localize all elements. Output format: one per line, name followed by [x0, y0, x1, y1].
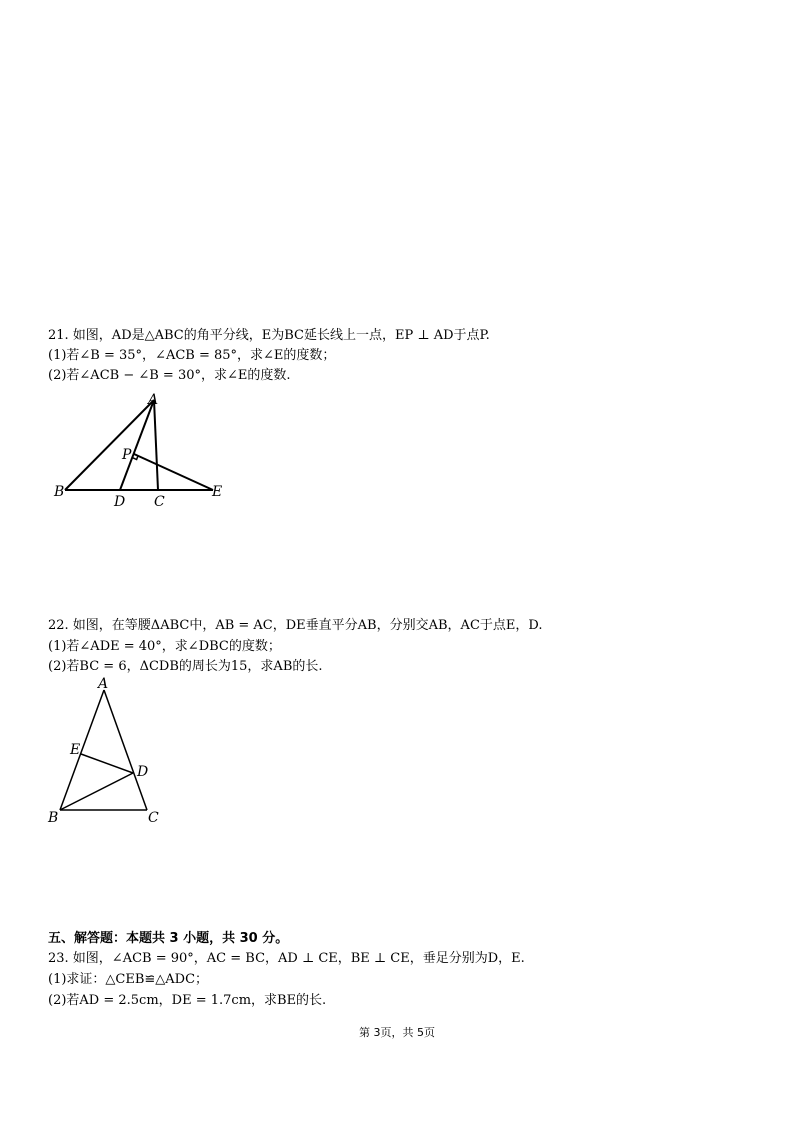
q22-part2: (2)若BC = 6，ΔCDB的周长为15，求AB的长.: [48, 659, 323, 674]
q21-label-p: P: [122, 447, 132, 463]
q22-part1: (1)若∠ADE = 40°，求∠DBC的度数；: [48, 639, 281, 654]
q23-part1: (1)求证：△CEB≌△ADC；: [48, 972, 209, 987]
q21-segment-ad: [120, 400, 154, 490]
q22-label-c: C: [148, 810, 159, 826]
q22-figure: [44, 676, 174, 826]
q22-label-d: D: [137, 764, 149, 780]
q21-part1: (1)若∠B = 35°，∠ACB = 85°，求∠E的度数；: [48, 348, 336, 363]
q22-label-b: B: [48, 810, 59, 826]
q21-segment-ac: [154, 400, 158, 490]
page-footer: 第 3页，共 5页: [359, 1026, 435, 1039]
q22-stem: 22. 如图，在等腰ΔABC中，AB = AC，DE垂直平分AB，分别交AB，AC于点E，D.: [48, 618, 543, 633]
q23-part2: (2)若AD = 2.5cm，DE = 1.7cm，求BE的长.: [48, 993, 327, 1008]
q21-stem: 21. 如图，AD是△ABC的角平分线，E为BC延长线上一点，EP ⊥ AD于点P.: [48, 328, 490, 343]
section-heading: 五、解答题：本题共 3 小题，共 30 分。: [48, 931, 289, 946]
q21-label-c: C: [154, 494, 165, 510]
q21-segment-ba: [65, 400, 154, 490]
q21-part2: (2)若∠ACB − ∠B = 30°，求∠E的度数.: [48, 368, 291, 383]
q22-segment-ab: [60, 690, 104, 810]
q22-label-a: A: [98, 676, 109, 692]
q22-label-e: E: [70, 742, 81, 758]
q22-segment-ac: [104, 690, 147, 810]
q21-label-a: A: [148, 392, 159, 408]
q21-label-d: D: [114, 494, 126, 510]
q21-label-e: E: [212, 484, 223, 500]
q21-segment-ep: [134, 454, 213, 490]
q22-segment-ed: [81, 754, 133, 773]
q23-stem: 23. 如图，∠ACB = 90°，AC = BC，AD ⊥ CE，BE ⊥ CE，垂足分别为D，E.: [48, 951, 525, 966]
q21-label-b: B: [54, 484, 65, 500]
q21-figure: [48, 390, 238, 512]
